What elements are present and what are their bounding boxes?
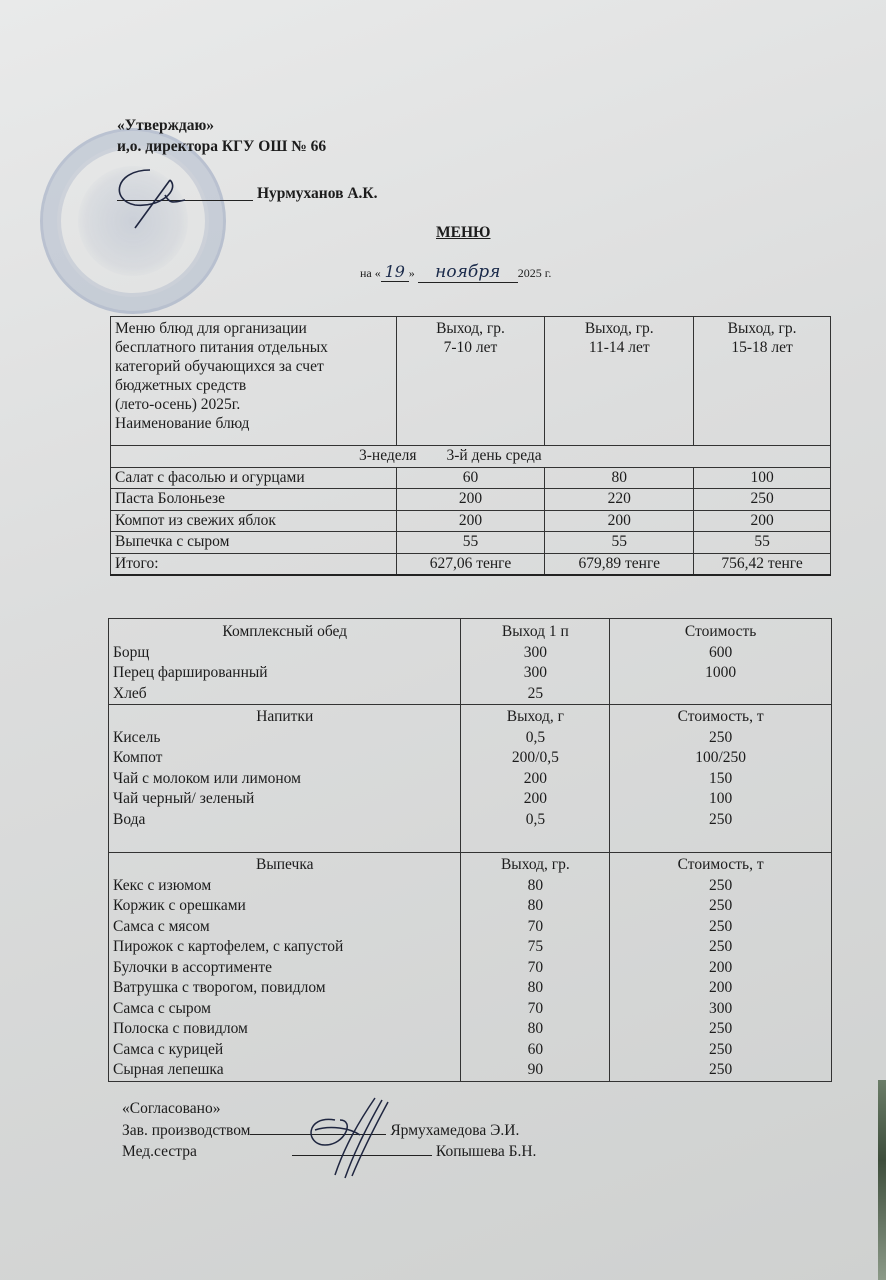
table-row: [111, 489, 831, 511]
date-suffix: 2025 г.: [517, 266, 552, 280]
description-line: категорий обучающихся за счет: [115, 358, 324, 375]
approval-position: и,о. директора КГУ ОШ № 66: [117, 138, 327, 155]
column-header-label: Выход, гр.: [727, 320, 797, 337]
week-day-cell: [111, 446, 831, 468]
item-yield: 75: [461, 937, 610, 958]
item-yield: 70: [461, 917, 610, 938]
date-day: 19: [384, 262, 405, 281]
item-name: Сырная лепешка: [109, 1060, 461, 1081]
cost-header: Стоимость, т: [610, 705, 832, 728]
item-yield: 80: [461, 896, 610, 917]
role-production-head: Зав. производством: [122, 1121, 251, 1139]
date-mid: »: [408, 266, 415, 280]
table-row: [109, 958, 832, 979]
column-header-15-18: [694, 317, 831, 446]
table-row: [109, 810, 832, 831]
table-row: [109, 684, 832, 705]
name-production-head: Ярмухамедова Э.И.: [390, 1121, 520, 1139]
column-header-7-10: [396, 317, 545, 446]
item-cost: 200: [610, 978, 832, 999]
section-header-bakery: [109, 853, 832, 876]
item-name: Чай с молоком или лимоном: [109, 769, 461, 790]
table-row: [109, 1060, 832, 1081]
yield-7-10: 55: [396, 532, 545, 554]
cost-header: Стоимость, т: [610, 853, 832, 876]
table-row: [109, 643, 832, 664]
item-name: Чай черный/ зеленый: [109, 789, 461, 810]
date-prefix: на «: [360, 266, 381, 280]
column-header-11-14: [545, 317, 694, 446]
item-yield: 80: [461, 876, 610, 897]
item-cost: 100/250: [610, 748, 832, 769]
item-cost: [610, 684, 832, 705]
item-yield: 80: [461, 1019, 610, 1040]
role-nurse: Мед.сестра: [122, 1143, 197, 1160]
yield-11-14: 200: [545, 510, 694, 532]
description-line: (лето-осень) 2025г.: [115, 396, 241, 413]
table-row: [109, 769, 832, 790]
table-row: [109, 917, 832, 938]
dish-name: Компот из свежих яблок: [111, 510, 397, 532]
table-row: [109, 728, 832, 749]
item-name: Перец фаршированный: [109, 663, 461, 684]
item-cost: 250: [610, 896, 832, 917]
description-line: Меню блюд для организации: [115, 320, 307, 337]
daily-menu-table: [110, 316, 831, 576]
price-list-table: [108, 618, 832, 1082]
yield-11-14: 80: [545, 467, 694, 489]
item-name: Полоска с повидлом: [109, 1019, 461, 1040]
item-cost: 150: [610, 769, 832, 790]
item-name: Коржик с орешками: [109, 896, 461, 917]
cost-header: Стоимость: [610, 619, 832, 643]
yield-11-14: 55: [545, 532, 694, 554]
item-cost: 250: [610, 810, 832, 831]
item-yield: 200: [461, 789, 610, 810]
spacer-row: [109, 830, 832, 853]
column-header-label: Выход, гр.: [584, 320, 654, 337]
item-yield: 70: [461, 958, 610, 979]
item-name: Вода: [109, 810, 461, 831]
item-cost: 250: [610, 876, 832, 897]
table-row: [109, 978, 832, 999]
item-name: Булочки в ассортименте: [109, 958, 461, 979]
dish-name: Паста Болоньезе: [111, 489, 397, 511]
table-row: [111, 532, 831, 554]
total-7-10: 627,06 тенге: [396, 553, 545, 575]
yield-15-18: 250: [694, 489, 831, 511]
item-name: Ватрушка с творогом, повидлом: [109, 978, 461, 999]
table-header-row: [111, 317, 831, 446]
week-label: 3-неделя: [359, 447, 417, 464]
menu-description-cell: [111, 317, 397, 446]
section-title: Напитки: [109, 705, 461, 728]
table-row: [111, 467, 831, 489]
section-title: Комплексный обед: [109, 619, 461, 643]
section-header-drinks: [109, 705, 832, 728]
table-row: [109, 876, 832, 897]
section-title: Выпечка: [109, 853, 461, 876]
yield-header: Выход, гр.: [461, 853, 610, 876]
yield-7-10: 200: [396, 510, 545, 532]
description-line: бесплатного питания отдельных: [115, 339, 328, 356]
photo-background-edge: [878, 1080, 886, 1280]
table-row: [111, 510, 831, 532]
item-cost: 250: [610, 1060, 832, 1081]
yield-header: Выход 1 п: [461, 619, 610, 643]
yield-7-10: 200: [396, 489, 545, 511]
approval-title: «Утверждаю»: [117, 117, 215, 134]
item-name: Самса с курицей: [109, 1040, 461, 1061]
item-name: Пирожок с картофелем, с капустой: [109, 937, 461, 958]
item-yield: 0,5: [461, 728, 610, 749]
item-cost: 250: [610, 1019, 832, 1040]
table-row: [109, 748, 832, 769]
item-yield: 25: [461, 684, 610, 705]
table-row: [109, 663, 832, 684]
agreement-signature-icon: [300, 1090, 410, 1180]
menu-date: [360, 262, 551, 283]
column-header-age: 11-14 лет: [588, 339, 650, 356]
item-yield: 80: [461, 978, 610, 999]
yield-15-18: 55: [694, 532, 831, 554]
item-name: Самса с сыром: [109, 999, 461, 1020]
total-11-14: 679,89 тенге: [545, 553, 694, 575]
item-yield: 60: [461, 1040, 610, 1061]
item-cost: 250: [610, 1040, 832, 1061]
item-name: Кекс с изюмом: [109, 876, 461, 897]
dish-name: Салат с фасолью и огурцами: [111, 467, 397, 489]
section-header-complex-lunch: [109, 619, 832, 643]
item-cost: 250: [610, 937, 832, 958]
item-cost: 1000: [610, 663, 832, 684]
total-15-18: 756,42 тенге: [694, 553, 831, 575]
director-signature-icon: [110, 160, 220, 230]
item-yield: 90: [461, 1060, 610, 1081]
item-name: Хлеб: [109, 684, 461, 705]
item-name: Кисель: [109, 728, 461, 749]
item-name: Борщ: [109, 643, 461, 664]
table-row: [109, 789, 832, 810]
table-row: [109, 937, 832, 958]
date-month: ноября: [435, 262, 501, 282]
approval-signer: Нурмуханов А.К.: [257, 185, 378, 202]
yield-11-14: 220: [545, 489, 694, 511]
column-header-age: 7-10 лет: [443, 339, 498, 356]
description-line: бюджетных средств: [115, 377, 247, 394]
item-cost: 200: [610, 958, 832, 979]
table-row: [109, 896, 832, 917]
name-nurse: Копышева Б.Н.: [435, 1143, 537, 1160]
item-cost: 250: [610, 728, 832, 749]
column-header-age: 15-18 лет: [731, 339, 793, 356]
item-name: Компот: [109, 748, 461, 769]
table-row: [109, 999, 832, 1020]
yield-15-18: 200: [694, 510, 831, 532]
item-yield: 200: [461, 769, 610, 790]
yield-15-18: 100: [694, 467, 831, 489]
item-cost: 300: [610, 999, 832, 1020]
item-cost: 600: [610, 643, 832, 664]
yield-header: Выход, г: [461, 705, 610, 728]
item-yield: 300: [461, 663, 610, 684]
total-row: [111, 553, 831, 575]
dish-name: Выпечка с сыром: [111, 532, 397, 554]
day-label: 3-й день среда: [446, 447, 542, 464]
item-yield: 200/0,5: [461, 748, 610, 769]
week-day-row: [111, 446, 831, 468]
column-header-label: Выход, гр.: [436, 320, 505, 337]
item-yield: 300: [461, 643, 610, 664]
table-row: [109, 1019, 832, 1040]
yield-7-10: 60: [396, 467, 545, 489]
item-yield: 0,5: [461, 810, 610, 831]
description-line: Наименование блюд: [115, 415, 250, 432]
agreement-title: «Согласовано»: [122, 1100, 221, 1117]
item-cost: 250: [610, 917, 832, 938]
table-row: [109, 1040, 832, 1061]
item-cost: 100: [610, 789, 832, 810]
item-yield: 70: [461, 999, 610, 1020]
page-title: МЕНЮ: [436, 224, 491, 241]
total-label: Итого:: [111, 553, 397, 575]
item-name: Самса с мясом: [109, 917, 461, 938]
